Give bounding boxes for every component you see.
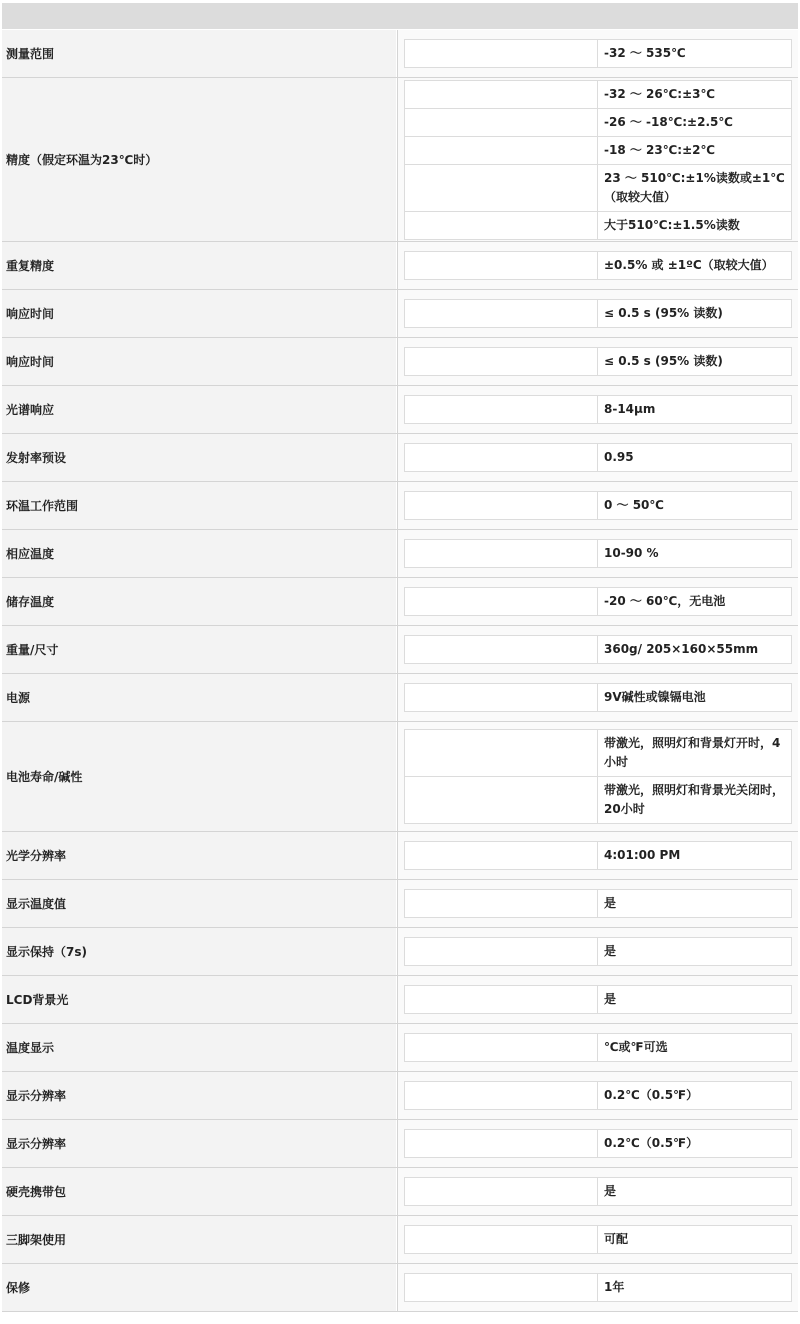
empty-cell — [405, 444, 598, 471]
row-label: 精度（假定环温为23℃时） — [2, 78, 396, 241]
value-subrow — [404, 635, 792, 664]
value-column — [398, 78, 798, 241]
empty-cell — [405, 684, 598, 711]
empty-cell — [405, 842, 598, 869]
value-subrow — [404, 109, 792, 137]
value-text: ≤ 0.5 s (95% 读数) — [604, 306, 723, 320]
row-label: LCD背景光 — [2, 976, 396, 1023]
table-row — [2, 674, 798, 722]
value-text: 是 — [604, 944, 617, 958]
table-row — [2, 722, 798, 832]
table-row — [2, 530, 798, 578]
empty-cell — [405, 730, 598, 776]
empty-cell — [405, 109, 598, 136]
row-label: 温度显示 — [2, 1024, 396, 1071]
empty-cell — [405, 81, 598, 108]
table-row — [2, 626, 798, 674]
empty-cell — [405, 777, 598, 823]
value-text: 是 — [604, 896, 617, 910]
empty-cell — [405, 890, 598, 917]
value-subrow — [404, 212, 792, 240]
value-column — [398, 578, 798, 625]
value-text: 1年 — [604, 1280, 625, 1294]
value-subrow — [404, 39, 792, 68]
empty-cell — [405, 1178, 598, 1205]
empty-cell — [405, 348, 598, 375]
table-row — [2, 1024, 798, 1072]
value-text: 可配 — [604, 1232, 629, 1246]
table-row — [2, 880, 798, 928]
row-label: 发射率预设 — [2, 434, 396, 481]
row-label: 电源 — [2, 674, 396, 721]
row-label: 重量/尺寸 — [2, 626, 396, 673]
value-text: -32 ～ 535℃ — [604, 46, 686, 60]
row-label: 三脚架使用 — [2, 1216, 396, 1263]
table-row — [2, 1168, 798, 1216]
value-column — [398, 1168, 798, 1215]
table-row — [2, 1120, 798, 1168]
value-column — [398, 1264, 798, 1311]
table-row — [2, 1072, 798, 1120]
table-row — [2, 976, 798, 1024]
empty-cell — [405, 40, 598, 67]
empty-cell — [405, 396, 598, 423]
empty-cell — [405, 252, 598, 279]
value-text: 是 — [604, 992, 617, 1006]
value-text: 带激光，照明灯和背景光关闭时，20小时 — [604, 783, 785, 816]
value-subrow — [404, 443, 792, 472]
table-row — [2, 434, 798, 482]
row-label: 测量范围 — [2, 30, 396, 77]
empty-cell — [405, 588, 598, 615]
table-row — [2, 832, 798, 880]
row-label: 显示温度值 — [2, 880, 396, 927]
row-label: 光谱响应 — [2, 386, 396, 433]
value-subrow — [404, 395, 792, 424]
value-subrow — [404, 1033, 792, 1062]
value-subrow — [404, 1177, 792, 1206]
value-subrow — [404, 1129, 792, 1158]
value-text: -26 ～ -18℃:±2.5℃ — [604, 114, 733, 129]
value-text: -32 ～ 26℃:±3℃ — [604, 86, 716, 101]
table-header-bar — [2, 3, 798, 29]
value-text: 大于510℃:±1.5%读数 — [604, 217, 740, 232]
empty-cell — [405, 492, 598, 519]
value-text: 23 ～ 510℃:±1%读数或±1℃（取较大值） — [604, 170, 785, 204]
value-text: ±0.5% 或 ±1ºC（取较大值） — [604, 258, 774, 272]
table-row — [2, 928, 798, 976]
value-column — [398, 338, 798, 385]
value-subrow — [404, 841, 792, 870]
empty-cell — [405, 300, 598, 327]
table-row — [2, 1264, 798, 1312]
value-subrow — [404, 1273, 792, 1302]
row-label: 保修 — [2, 1264, 396, 1311]
value-text: 是 — [604, 1184, 617, 1198]
row-label: 显示分辨率 — [2, 1120, 396, 1167]
value-text: 360g/ 205×160×55mm — [604, 642, 759, 656]
empty-cell — [405, 1226, 598, 1253]
value-text: 4:01:00 PM — [604, 848, 681, 862]
table-row — [2, 386, 798, 434]
value-column — [398, 722, 798, 831]
value-text: 8-14μm — [604, 402, 656, 416]
empty-cell — [405, 540, 598, 567]
value-text: 10-90 % — [604, 546, 659, 560]
empty-cell — [405, 986, 598, 1013]
value-column — [398, 290, 798, 337]
value-column — [398, 880, 798, 927]
row-label: 响应时间 — [2, 290, 396, 337]
row-label: 光学分辨率 — [2, 832, 396, 879]
table-row — [2, 290, 798, 338]
value-text: 0.95 — [604, 450, 634, 464]
table-row — [2, 30, 798, 78]
empty-cell — [405, 165, 598, 211]
table-row — [2, 78, 798, 242]
table-row — [2, 338, 798, 386]
value-text: 0.2℃（0.5℉） — [604, 1088, 699, 1102]
row-label: 响应时间 — [2, 338, 396, 385]
value-subrow — [404, 539, 792, 568]
value-text: 9V碱性或镍镉电池 — [604, 690, 706, 704]
value-column — [398, 832, 798, 879]
empty-cell — [405, 1034, 598, 1061]
value-text: ℃或℉可选 — [604, 1040, 668, 1054]
value-text: 带激光，照明灯和背景灯开时，4小时 — [604, 736, 781, 769]
value-column — [398, 482, 798, 529]
table-row — [2, 1216, 798, 1264]
row-label: 显示保持（7s) — [2, 928, 396, 975]
value-column — [398, 434, 798, 481]
row-label: 储存温度 — [2, 578, 396, 625]
empty-cell — [405, 137, 598, 164]
value-text: 0 ～ 50℃ — [604, 498, 664, 512]
value-text: -20 ～ 60℃，无电池 — [604, 594, 726, 608]
value-column — [398, 976, 798, 1023]
value-subrow — [404, 777, 792, 824]
value-column — [398, 1216, 798, 1263]
table-row — [2, 578, 798, 626]
empty-cell — [405, 1082, 598, 1109]
value-text: 0.2℃（0.5℉） — [604, 1136, 699, 1150]
value-subrow — [404, 491, 792, 520]
value-subrow — [404, 587, 792, 616]
value-subrow — [404, 729, 792, 777]
row-label: 硬壳携带包 — [2, 1168, 396, 1215]
value-subrow — [404, 937, 792, 966]
row-label: 重复精度 — [2, 242, 396, 289]
value-subrow — [404, 299, 792, 328]
empty-cell — [405, 1274, 598, 1301]
empty-cell — [405, 636, 598, 663]
value-text: -18 ～ 23℃:±2℃ — [604, 142, 716, 157]
row-label: 环温工作范围 — [2, 482, 396, 529]
value-column — [398, 1024, 798, 1071]
value-subrow — [404, 1081, 792, 1110]
value-column — [398, 928, 798, 975]
value-column — [398, 674, 798, 721]
value-column — [398, 242, 798, 289]
empty-cell — [405, 1130, 598, 1157]
empty-cell — [405, 938, 598, 965]
value-subrow — [404, 1225, 792, 1254]
table-row — [2, 482, 798, 530]
value-column — [398, 626, 798, 673]
value-subrow — [404, 985, 792, 1014]
empty-cell — [405, 212, 598, 239]
row-label: 显示分辨率 — [2, 1072, 396, 1119]
row-label: 电池寿命/碱性 — [2, 722, 396, 831]
value-column — [398, 386, 798, 433]
value-subrow — [404, 80, 792, 109]
row-label: 相应温度 — [2, 530, 396, 577]
table-row — [2, 242, 798, 290]
value-column — [398, 1120, 798, 1167]
value-text: ≤ 0.5 s (95% 读数) — [604, 354, 723, 368]
value-subrow — [404, 251, 792, 280]
value-column — [398, 30, 798, 77]
value-subrow — [404, 347, 792, 376]
value-column — [398, 530, 798, 577]
value-subrow — [404, 683, 792, 712]
value-subrow — [404, 165, 792, 212]
value-subrow — [404, 889, 792, 918]
value-subrow — [404, 137, 792, 165]
value-column — [398, 1072, 798, 1119]
